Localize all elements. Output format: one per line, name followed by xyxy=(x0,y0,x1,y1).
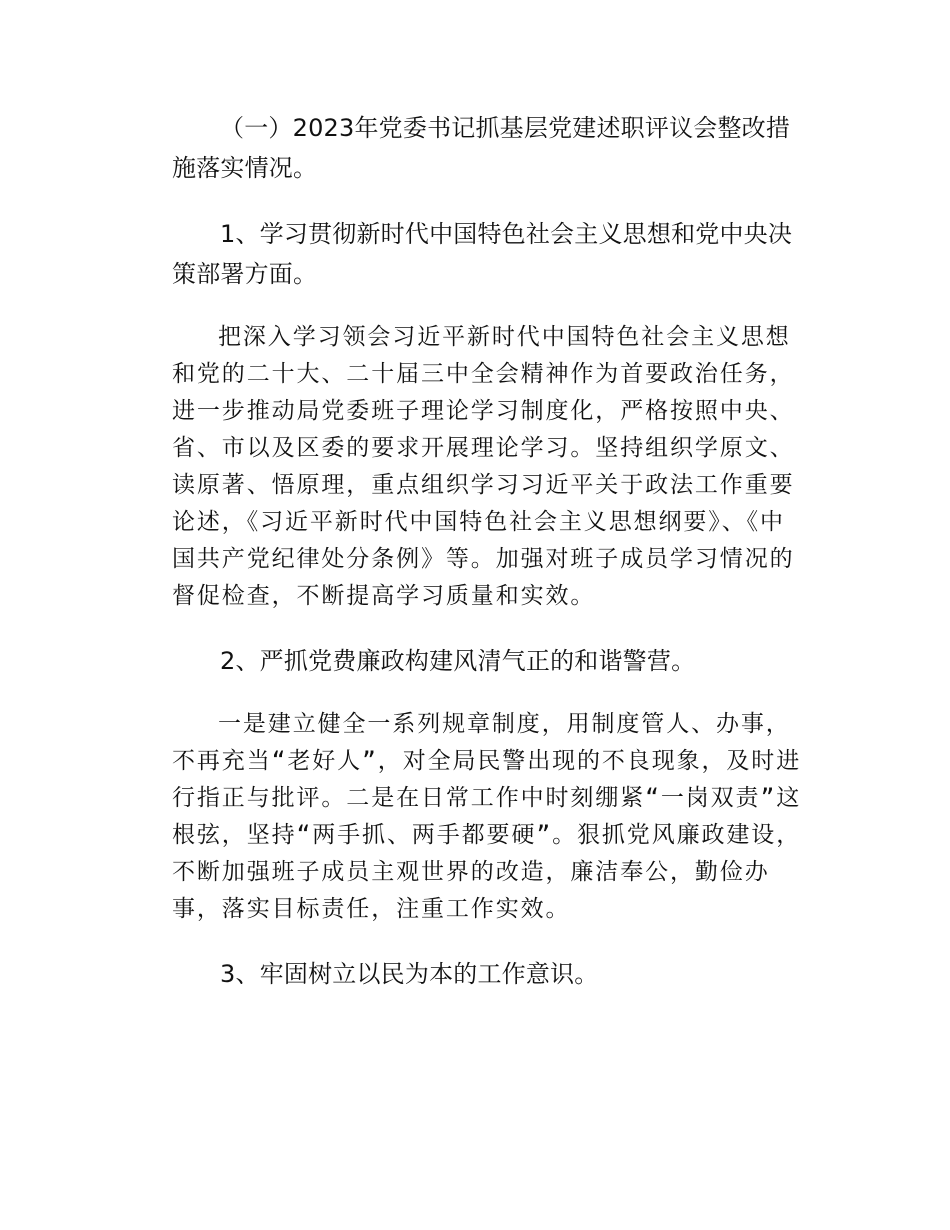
item2-heading: 2、严抓党费廉政构建风清气正的和谐警营。 xyxy=(220,647,696,675)
section-heading: （一）2023年党委书记抓基层党建述职评议会整改措施落实情况。 xyxy=(172,114,791,182)
item1-heading: 1、学习贯彻新时代中国特色社会主义思想和党中央决策部署方面。 xyxy=(172,220,793,288)
item1-body: 把深入学习领会习近平新时代中国特色社会主义思想和党的二十大、二十届三中全会精神作为首要政治任务，进一步推动局党委班子理论学习制度化，严格按照中央、省、市以及区委的要求开展理论学习。坚持组织学原文、读原著、悟原理，重点组织学习习近平关于政法工作重要论述，《习近平新时代中国特色社会主义思想纲要》、《中国共产党纪律处分条例》等。加强对班子成员学习情况的督促检查，不断提高学习质量和实效。 xyxy=(172,324,795,609)
item3-heading: 3、牢固树立以民为本的工作意识。 xyxy=(220,960,599,988)
document-page xyxy=(172,108,802,994)
item2-body: 一是建立健全一系列规章制度，用制度管人、办事，不再充当“老好人”，对全局民警出现的不良现象，及时进行指正与批评。二是在日常工作中时刻绷紧“一岗双责”这根弦，坚持“两手抓、两手都要硬”。狠抓党风廉政建设，不断加强班子成员主观世界的改造，廉洁奉公，勤俭办事，落实目标责任，注重工作实效。 xyxy=(172,711,802,922)
